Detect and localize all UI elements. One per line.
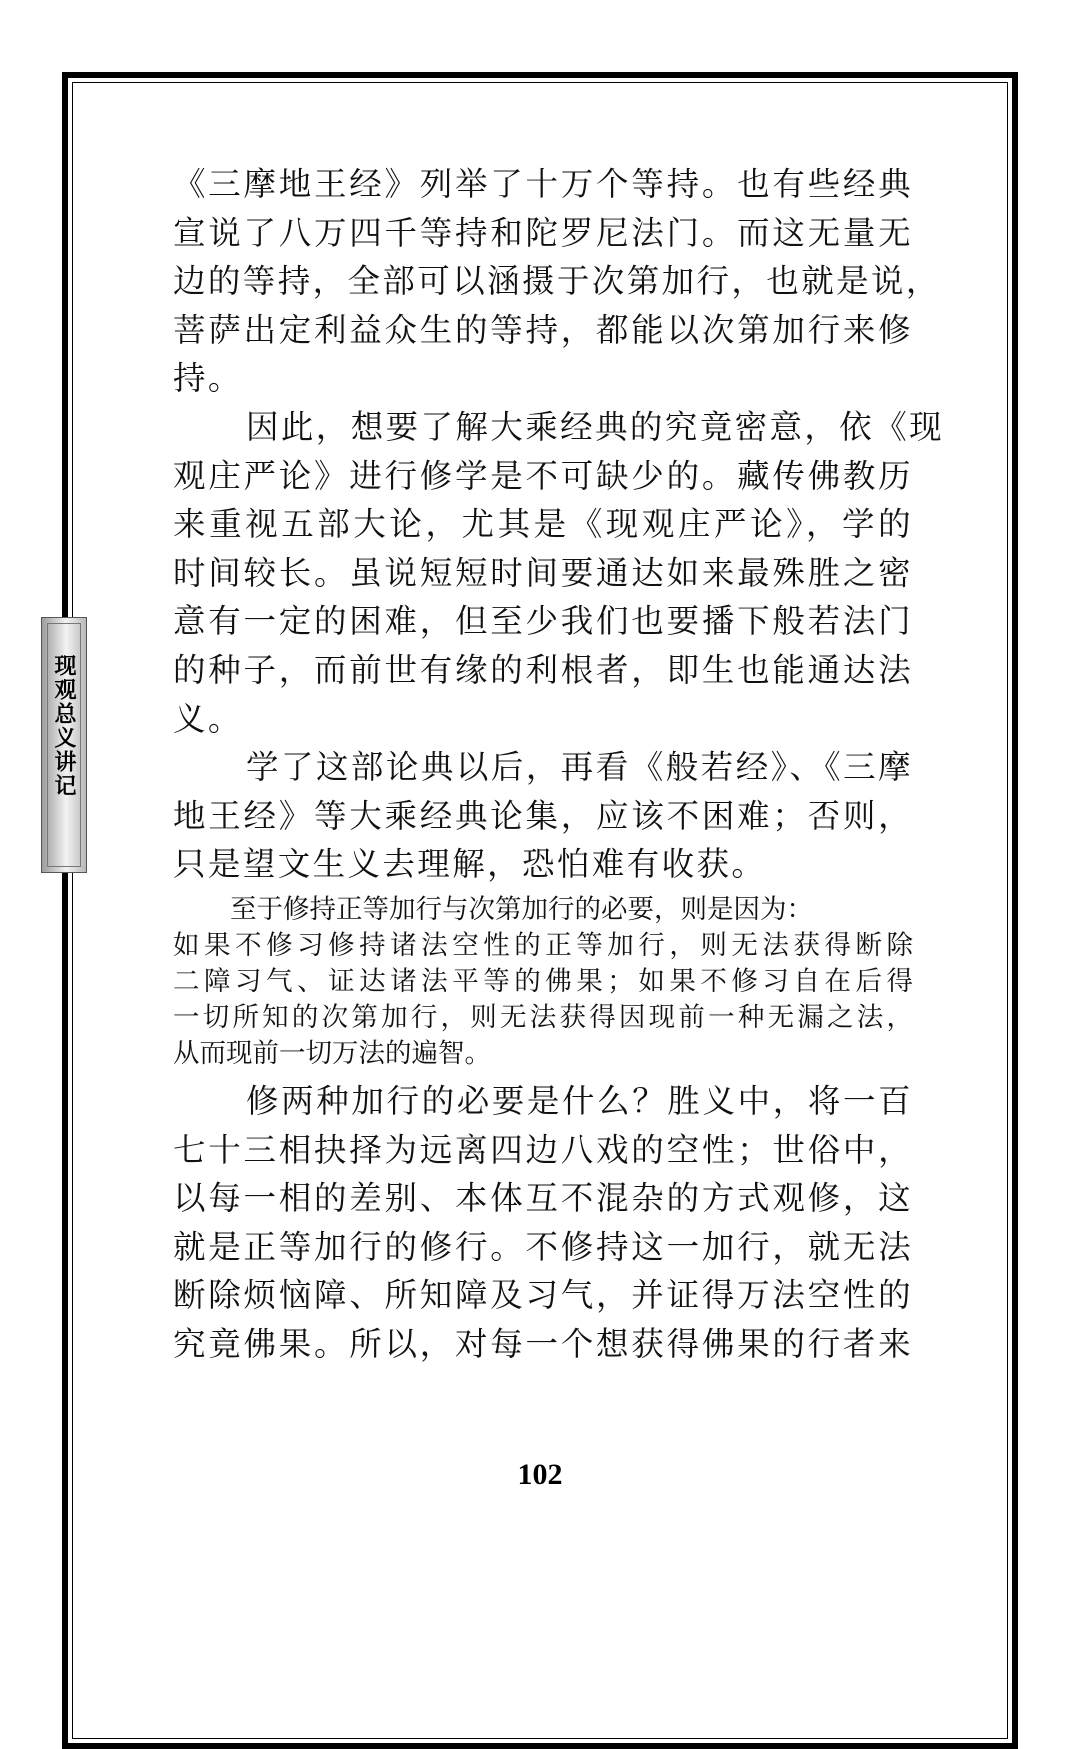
text-line: 持。 — [173, 359, 243, 398]
root-text-line: 二障习气、证达诸法平等的佛果；如果不修习自在后得 — [173, 966, 913, 997]
text-line: 只是望文生义去理解，恐怕难有收获。 — [173, 845, 767, 884]
text-line: 学了这部论典以后，再看《般若经》、《三摩 — [246, 748, 913, 786]
side-tab-book-title: 现观总义讲记 — [51, 654, 77, 798]
root-text-line: 至于修持正等加行与次第加行的必要，则是因为： — [230, 894, 813, 925]
text-line: 边的等持，全部可以涵摄于次第加行，也就是说， — [173, 262, 941, 301]
paragraph-1 — [173, 160, 941, 403]
text-line: 以每一相的差别、本体互不混杂的方式观修，这 — [173, 1179, 913, 1218]
root-text — [173, 892, 913, 1072]
text-line: 《三摩地王经》列举了十万个等持。也有些经典 — [173, 165, 913, 203]
root-text-line: 如果不修习修持诸法空性的正等加行，则无法获得断除 — [173, 930, 913, 961]
paragraph-4 — [173, 1077, 913, 1369]
text-line: 地王经》等大乘经典论集，应该不困难；否则， — [173, 796, 913, 835]
text-line: 意有一定的困难，但至少我们也要播下般若法门 — [173, 602, 913, 641]
text-line: 义。 — [173, 699, 243, 738]
text-line: 就是正等加行的修行。不修持这一加行，就无法 — [173, 1227, 913, 1266]
text-line: 究竟佛果。所以，对每一个想获得佛果的行者来 — [173, 1324, 913, 1363]
text-line: 观庄严论》进行修学是不可缺少的。藏传佛教历 — [173, 456, 913, 495]
text-line: 菩萨出定利益众生的等持，都能以次第加行来修 — [173, 310, 913, 349]
text-line: 的种子，而前世有缘的利根者，即生也能通达法 — [173, 650, 913, 689]
root-text-line: 从而现前一切万法的遍智。 — [173, 1038, 491, 1069]
text-line: 时间较长。虽说短短时间要通达如来最殊胜之密 — [173, 553, 913, 592]
root-text-line: 一切所知的次第加行，则无法获得因现前一种无漏之法， — [173, 1002, 913, 1033]
text-line: 来重视五部大论，尤其是《现观庄严论》，学的 — [173, 505, 913, 544]
paragraph-3 — [173, 743, 913, 889]
text-line: 修两种加行的必要是什么？胜义中，将一百 — [246, 1082, 913, 1120]
page-number: 102 — [517, 1458, 563, 1491]
paragraph-2 — [173, 403, 945, 743]
text-line: 因此，想要了解大乘经典的究竟密意，依《现 — [246, 408, 945, 446]
text-line: 断除烦恼障、所知障及习气，并证得万法空性的 — [173, 1276, 913, 1315]
text-line: 七十三相抉择为远离四边八戏的空性；世俗中， — [173, 1130, 913, 1169]
text-line: 宣说了八万四千等持和陀罗尼法门。而这无量无 — [173, 213, 913, 252]
